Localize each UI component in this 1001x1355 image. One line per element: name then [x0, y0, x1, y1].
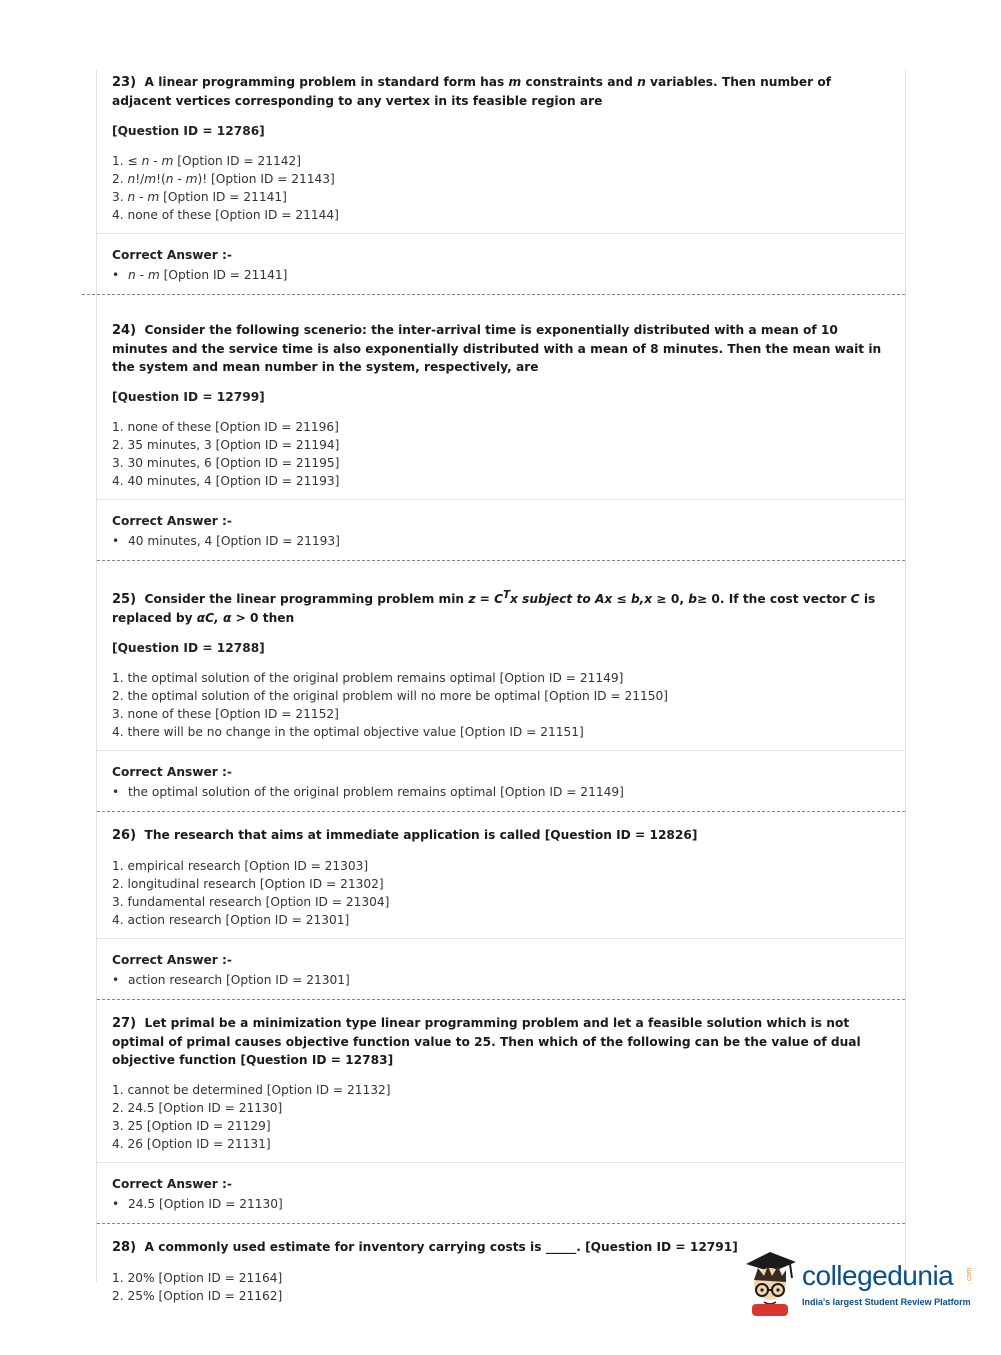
question-24 — [97, 295, 905, 490]
question-id: [Question ID = 12788] — [112, 641, 265, 656]
correct-answer-value: • the optimal solution of the original problem remains optimal [Option ID = 21149] — [112, 785, 624, 800]
correct-answer-box — [97, 750, 905, 801]
option: 1. cannot be determined [Option ID = 21132] — [112, 1083, 391, 1098]
options-list — [112, 1081, 890, 1153]
correct-answer-value: • action research [Option ID = 21301] — [112, 973, 350, 988]
logo-wordmark: collegedunia — [802, 1260, 954, 1291]
question-text: 26) The research that aims at immediate application is called [Question ID = 12826] — [112, 828, 698, 844]
mascot-icon — [740, 1248, 802, 1318]
correct-answer-value: • 40 minutes, 4 [Option ID = 21193] — [112, 534, 340, 548]
correct-answer-label: Correct Answer :- — [112, 248, 232, 262]
question-text: 25) Consider the linear programming problem $\min z = C^Tx$ subject to Ax ≤ b,x ≥ 0, b≥ 0. If the cost vector C is replaced by αC, α > 0 then — [112, 590, 876, 626]
correct-answer-box — [97, 938, 905, 989]
option: 1. ≤ n - m [Option ID = 21142] — [112, 154, 302, 168]
option: 1. empirical research [Option ID = 21303] — [112, 859, 369, 874]
correct-answer-label: Correct Answer :- — [112, 1177, 232, 1192]
question-text: 28) A commonly used estimate for inventory carrying costs is _____. [Question ID = 12791] — [112, 1240, 738, 1256]
option: 4. 26 [Option ID = 21131] — [112, 1137, 271, 1152]
options-list — [112, 857, 890, 929]
option: 1. none of these [Option ID = 21196] — [112, 420, 339, 434]
option: 2. 25% [Option ID = 21162] — [112, 1289, 283, 1304]
option: 1. the optimal solution of the original problem remains optimal [Option ID = 21149] — [112, 671, 624, 686]
option: 2. 35 minutes, 3 [Option ID = 21194] — [112, 438, 340, 452]
collegedunia-logo[interactable] — [740, 1248, 980, 1318]
option: 3. 25 [Option ID = 21129] — [112, 1119, 271, 1134]
option: 3. 30 minutes, 6 [Option ID = 21195] — [112, 456, 340, 470]
option: 3. n - m [Option ID = 21141] — [112, 190, 287, 204]
correct-answer-box — [97, 233, 905, 284]
option: 4. 40 minutes, 4 [Option ID = 21193] — [112, 474, 340, 488]
correct-answer-label: Correct Answer :- — [112, 765, 232, 780]
question-25 — [97, 561, 905, 741]
question-id: [Question ID = 12799] — [112, 390, 265, 404]
question-id: [Question ID = 12786] — [112, 124, 265, 138]
option: 3. none of these [Option ID = 21152] — [112, 707, 339, 722]
option: 4. action research [Option ID = 21301] — [112, 913, 350, 928]
options-list — [112, 418, 890, 490]
correct-answer-value: • 24.5 [Option ID = 21130] — [112, 1197, 283, 1212]
option: 4. there will be no change in the optimal objective value [Option ID = 21151] — [112, 725, 584, 740]
option: 2. n!/m!(n - m)! [Option ID = 21143] — [112, 172, 335, 186]
question-23 — [97, 70, 905, 224]
question-text: 27) Let primal be a minimization type linear programming problem and let a feasible solution which is not optimal of primal causes objective function value to 25. Then which of the following can be the value of dual objective function [Question ID = 12783] — [112, 1016, 861, 1068]
question-26 — [97, 812, 905, 929]
option: 2. 24.5 [Option ID = 21130] — [112, 1101, 283, 1116]
option: 3. fundamental research [Option ID = 21304] — [112, 895, 390, 910]
options-list — [112, 152, 890, 224]
correct-answer-label: Correct Answer :- — [112, 953, 232, 968]
question-text: 24) Consider the following scenerio: the inter-arrival time is exponentially distributed with a mean of 10 minutes and the service time is also exponentially distributed with a mean of 8 minutes. Then the mean wait in the system and mean number in the system, respectively, are — [112, 323, 882, 374]
option: 2. longitudinal research [Option ID = 21302] — [112, 877, 384, 892]
option: 1. 20% [Option ID = 21164] — [112, 1271, 283, 1286]
logo-suffix: .com — [966, 1267, 974, 1284]
option: 2. the optimal solution of the original problem will no more be optimal [Option ID = 21150] — [112, 689, 669, 704]
question-27 — [97, 1000, 905, 1153]
correct-answer-box — [97, 499, 905, 550]
options-list — [112, 669, 890, 741]
correct-answer-value: • n - m [Option ID = 21141] — [112, 268, 288, 282]
logo-tagline: India's largest Student Review Platform — [802, 1297, 971, 1307]
question-text: 23) A linear programming problem in standard form has m constraints and n variables. Then number of adjacent vertices corresponding to any vertex in its feasible region are — [112, 75, 832, 108]
correct-answer-box — [97, 1162, 905, 1213]
correct-answer-label: Correct Answer :- — [112, 514, 232, 528]
option: 4. none of these [Option ID = 21144] — [112, 208, 339, 222]
